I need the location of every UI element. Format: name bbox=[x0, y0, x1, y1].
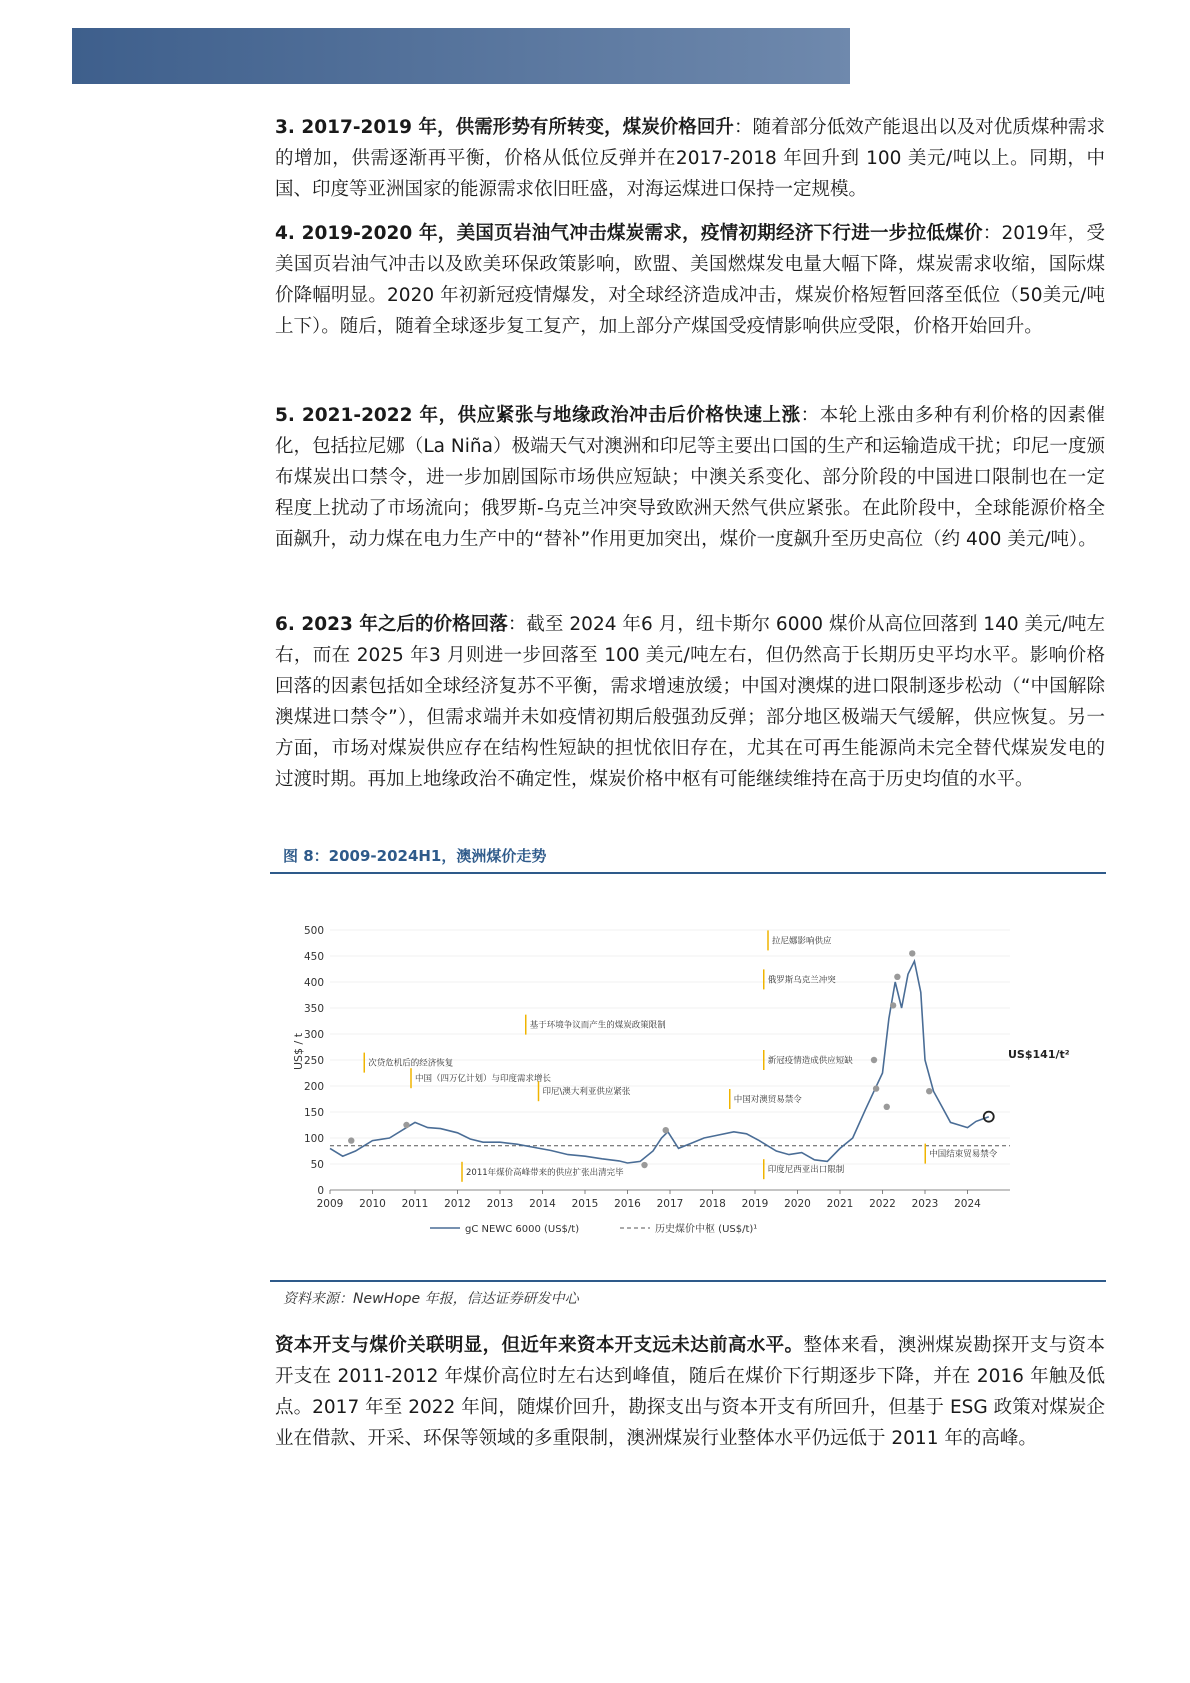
x-axis bbox=[317, 1190, 1010, 1210]
annotation-label: 印度尼西亚出口限制 bbox=[767, 1165, 845, 1176]
annotation-marker bbox=[890, 1002, 896, 1008]
end-value-label: US$141/t² bbox=[1008, 1048, 1070, 1061]
x-tick-label: 2022 bbox=[869, 1198, 896, 1210]
x-tick-label: 2011 bbox=[401, 1198, 429, 1210]
y-axis-label: US$ / t bbox=[292, 1032, 305, 1070]
legend-label-price: gC NEWC 6000 (US$/t) bbox=[465, 1224, 580, 1235]
legend-label-mean: 历史煤价中枢 (US$/t)¹ bbox=[655, 1224, 758, 1235]
paragraph-text: ：2019年，受美国页岩油气冲击以及欧美环保政策影响，欧盟、美国燃煤发电量大幅下降，煤炭需求收缩，国际煤价降幅明显。2020 年初新冠疫情爆发，对全球经济造成冲击，煤炭价格短暂回落至低位（50美元/吨上下）。随后，随着全球逐步复工复产，加上部分产煤国受疫情影响供应受限，价格开始回升。 bbox=[275, 223, 1105, 337]
x-tick-label: 2014 bbox=[529, 1198, 556, 1210]
y-tick-label: 350 bbox=[303, 1003, 324, 1015]
chart-annotations bbox=[348, 930, 998, 1181]
paragraph-text: ：本轮上涨由多种有利价格的因素催化，包括拉尼娜（La Niña）极端天气对澳洲和印尼等主要出口国的生产和运输造成干扰；印尼一度颁布煤炭出口禁令，进一步加剧国际市场供应短缺；中澳关系变化、部分阶段的中国进口限制也在一定程度上扰动了市场流向；俄罗斯-乌克兰冲突导致欧洲天然气供应紧张。在此阶段中，全球能源价格全面飙升，动力煤在电力生产中的“替补”作用更加突出，煤价一度飙升至历史高位（约 400 美元/吨）。 bbox=[275, 405, 1105, 550]
paragraph-heading: 6. 2023 年之后的价格回落 bbox=[275, 614, 508, 635]
y-tick-label: 150 bbox=[303, 1107, 324, 1119]
x-tick-label: 2012 bbox=[444, 1198, 471, 1210]
closing-text bbox=[275, 1330, 1105, 1454]
figure-rule-bottom bbox=[270, 1280, 1106, 1282]
closing-heading: 资本开支与煤价关联明显，但近年来资本开支远未达前高水平。 bbox=[275, 1335, 804, 1356]
y-tick-label: 300 bbox=[303, 1029, 324, 1041]
figure-source: 资料来源：NewHope 年报，信达证券研发中心 bbox=[283, 1291, 579, 1307]
annotation-marker bbox=[348, 1137, 354, 1143]
annotation-marker bbox=[663, 1127, 669, 1133]
x-tick-label: 2020 bbox=[784, 1198, 811, 1210]
closing-paragraph bbox=[275, 1330, 1105, 1466]
y-tick-label: 500 bbox=[303, 925, 324, 937]
paragraph-2023-after bbox=[275, 609, 1105, 795]
annotation-marker bbox=[909, 950, 915, 956]
x-tick-label: 2018 bbox=[699, 1198, 726, 1210]
x-tick-label: 2015 bbox=[571, 1198, 599, 1210]
paragraph-2019-2020 bbox=[275, 218, 1105, 342]
y-tick-label: 450 bbox=[303, 951, 324, 963]
figure-title: 图 8：2009-2024H1，澳洲煤价走势 bbox=[283, 847, 547, 865]
annotation-label: 中国（四万亿计划）与印度需求增长 bbox=[415, 1074, 552, 1085]
paragraph-text: ：截至 2024 年6 月，纽卡斯尔 6000 煤价从高位回落到 140 美元/吨左右，而在 2025 年3 月则进一步回落至 100 美元/吨左右，但仍然高于长期历史平均水平。影响价格回落的因素包括如全球经济复苏不平衡，需求增速放缓；中国对澳煤的进口限制逐步松动（“中国解除澳煤进口禁令”），但需求端并未如疫情初期后般强劲反弹；部分地区极端天气缓解，供应恢复。另一方面，市场对煤炭供应存在结构性短缺的担忧依旧存在，尤其在可再生能源尚未完全替代煤炭发电的过渡时期。再加上地缘政治不确定性，煤炭价格中枢有可能继续维持在高于历史均值的水平。 bbox=[275, 614, 1105, 790]
paragraph-heading: 3. 2017-2019 年，供需形势有所转变，煤炭价格回升 bbox=[275, 117, 734, 138]
annotation-label: 中国对澳贸易禁令 bbox=[733, 1095, 802, 1105]
x-tick-label: 2009 bbox=[316, 1198, 344, 1210]
annotation-marker bbox=[894, 974, 900, 980]
paragraph-2021-2022 bbox=[275, 400, 1105, 555]
x-tick-label: 2024 bbox=[954, 1198, 981, 1210]
annotation-label: 次贷危机后的经济恢复 bbox=[368, 1058, 454, 1069]
x-tick-label: 2021 bbox=[826, 1198, 854, 1210]
annotation-marker bbox=[403, 1122, 409, 1128]
annotation-marker bbox=[641, 1162, 647, 1168]
x-tick-label: 2013 bbox=[486, 1198, 514, 1210]
figure-rule-top bbox=[270, 872, 1106, 874]
annotation-label: 中国结束贸易禁令 bbox=[929, 1149, 998, 1160]
x-tick-label: 2019 bbox=[741, 1198, 769, 1210]
y-tick-label: 100 bbox=[303, 1133, 324, 1145]
annotation-label: 俄罗斯乌克兰冲突 bbox=[767, 975, 836, 986]
annotation-marker bbox=[871, 1057, 877, 1063]
paragraph-heading: 5. 2021-2022 年，供应紧张与地缘政治冲击后价格快速上涨 bbox=[275, 405, 801, 426]
coal-price-chart bbox=[290, 910, 1100, 1270]
paragraph-2017-2019 bbox=[275, 112, 1105, 205]
x-tick-label: 2016 bbox=[614, 1198, 641, 1210]
y-tick-label: 50 bbox=[310, 1159, 324, 1171]
x-tick-label: 2010 bbox=[359, 1198, 386, 1210]
paragraph-text: ：随着部分低效产能退出以及对优质煤种需求的增加，供需逐渐再平衡，价格从低位反弹并在2017-2018 年回升到 100 美元/吨以上。同期，中国、印度等亚洲国家的能源需求依旧旺盛，对海运煤进口保持一定规模。 bbox=[275, 117, 1105, 200]
annotation-marker bbox=[884, 1104, 890, 1110]
annotation-label: 2011年煤价高峰带来的供应扩张出清完毕 bbox=[466, 1167, 624, 1178]
annotation-label: 基于环境争议而产生的煤炭政策限制 bbox=[529, 1020, 666, 1031]
annotation-marker bbox=[873, 1085, 879, 1091]
header-banner bbox=[72, 28, 850, 84]
annotation-label: 新冠疫情造成供应短缺 bbox=[767, 1056, 853, 1066]
chart-legend bbox=[430, 1222, 757, 1235]
x-tick-label: 2017 bbox=[656, 1198, 684, 1210]
paragraph-heading: 4. 2019-2020 年，美国页岩油气冲击煤炭需求，疫情初期经济下行进一步拉低煤价 bbox=[275, 223, 983, 244]
annotation-marker bbox=[926, 1088, 932, 1094]
x-tick-label: 2023 bbox=[911, 1198, 939, 1210]
y-tick-label: 250 bbox=[303, 1055, 324, 1067]
y-tick-label: 200 bbox=[303, 1081, 324, 1093]
closing-body: 整体来看，澳洲煤炭勘探开支与资本开支在 2011-2012 年煤价高位时左右达到峰值，随后在煤价下行期逐步下降，并在 2016 年触及低点。2017 年至 2022 年间，随煤价回升，勘探支出与资本开支有所回升，但基于 ESG 政策对煤炭企业在借款、开采、环保等领域的多重限制，澳洲煤炭行业整体水平仍远低于 2011 年的高峰。 bbox=[275, 1335, 1105, 1449]
annotation-label: 印尼\澳大利亚供应紧张 bbox=[542, 1087, 631, 1098]
annotation-label: 拉尼娜影响供应 bbox=[772, 936, 832, 947]
y-tick-label: 0 bbox=[317, 1185, 324, 1197]
y-tick-label: 400 bbox=[303, 977, 324, 989]
